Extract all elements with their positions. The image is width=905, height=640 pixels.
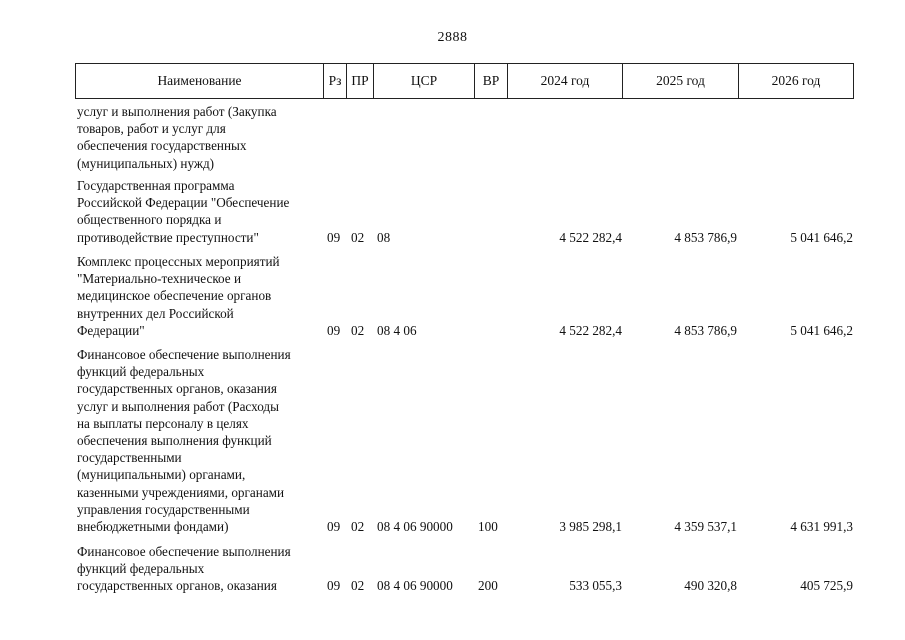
row-name-line: услуг и выполнения работ (Расходы: [77, 398, 279, 414]
row-name-line: внебюджетными фондами): [77, 519, 229, 535]
row-name-line: обеспечения выполнения функций: [77, 433, 272, 449]
row-name-line: Федерации": [77, 322, 145, 338]
row-name-line: государственных органов, оказания: [77, 381, 277, 397]
row-2024: 533 055,3: [569, 578, 622, 593]
page-number: 2888: [437, 30, 468, 45]
table-header: [75, 63, 854, 99]
row-2025: 490 320,8: [684, 578, 737, 593]
row-name-line: управления государственными: [77, 501, 250, 517]
row-2025: 4 853 786,9: [674, 230, 737, 245]
header-vr: ВР: [475, 64, 508, 98]
row-name-line: Финансовое обеспечение выполнения: [77, 347, 291, 362]
row-name-line: Финансовое обеспечение выполнения: [77, 544, 291, 559]
header-csr: ЦСР: [374, 64, 475, 98]
row-csr: 08 4 06: [377, 323, 417, 338]
row-2024: 4 522 282,4: [559, 323, 622, 338]
row-name-line: Государственная программа: [77, 178, 235, 193]
row-rz: 09: [327, 323, 341, 338]
row-rz: 09: [327, 578, 341, 593]
row-name-line: на выплаты персоналу в целях: [77, 415, 249, 431]
row-2026: 5 041 646,2: [790, 323, 853, 338]
row-name-line: (муниципальных) нужд): [77, 155, 215, 171]
header-name: Наименование: [76, 64, 324, 98]
row-2026: 4 631 991,3: [790, 519, 853, 534]
row-name-line: государственными: [77, 450, 182, 466]
header-2026: 2026 год: [771, 73, 821, 88]
row-name-line: "Материально-техническое и: [77, 271, 242, 287]
row-2024: 4 522 282,4: [559, 230, 622, 245]
header-2025: 2025 год: [623, 64, 739, 98]
row-vr: 200: [478, 578, 498, 593]
header-2024: 2024 год: [508, 64, 623, 98]
header-pr: ПР: [347, 64, 374, 98]
row-2024: 3 985 298,1: [559, 519, 622, 534]
row-name-line: Комплекс процессных мероприятий: [77, 254, 280, 269]
row-name: [77, 177, 321, 246]
row-rz: 09: [327, 519, 341, 534]
row-name: [77, 346, 321, 535]
header-rz: Рз: [324, 64, 347, 98]
row-name-line: государственных органов, оказания: [77, 578, 277, 594]
row-2025: 4 853 786,9: [674, 323, 737, 338]
row-pr: 02: [351, 578, 365, 593]
row-name-line: противодействие преступности": [77, 229, 259, 245]
row-name-line: Российской Федерации "Обеспечение: [77, 195, 290, 211]
row-vr: 100: [478, 519, 498, 534]
row-name-line: казенными учреждениями, органами: [77, 484, 285, 500]
row-csr: 08: [377, 230, 391, 245]
row-2026: 5 041 646,2: [790, 230, 853, 245]
row-name-line: услуг и выполнения работ (Закупка: [77, 104, 277, 119]
row-2026: 405 725,9: [800, 578, 853, 593]
row-pr: 02: [351, 230, 365, 245]
row-2025: 4 359 537,1: [674, 519, 737, 534]
row-pr: 02: [351, 323, 365, 338]
row-csr: 08 4 06 90000: [377, 578, 453, 593]
row-name: [77, 103, 321, 172]
row-name-line: товаров, работ и услуг для: [77, 121, 226, 137]
row-name: [77, 253, 321, 339]
row-name: [77, 543, 321, 595]
row-rz: 09: [327, 230, 341, 245]
row-name-line: медицинское обеспечение органов: [77, 288, 272, 304]
row-name-line: (муниципальными) органами,: [77, 467, 246, 483]
row-pr: 02: [351, 519, 365, 534]
row-name-line: функций федеральных: [77, 561, 205, 577]
row-csr: 08 4 06 90000: [377, 519, 453, 534]
row-name-line: общественного порядка и: [77, 212, 222, 228]
row-name-line: внутренних дел Российской: [77, 305, 234, 321]
row-name-line: обеспечения государственных: [77, 138, 247, 154]
row-name-line: функций федеральных: [77, 364, 205, 380]
